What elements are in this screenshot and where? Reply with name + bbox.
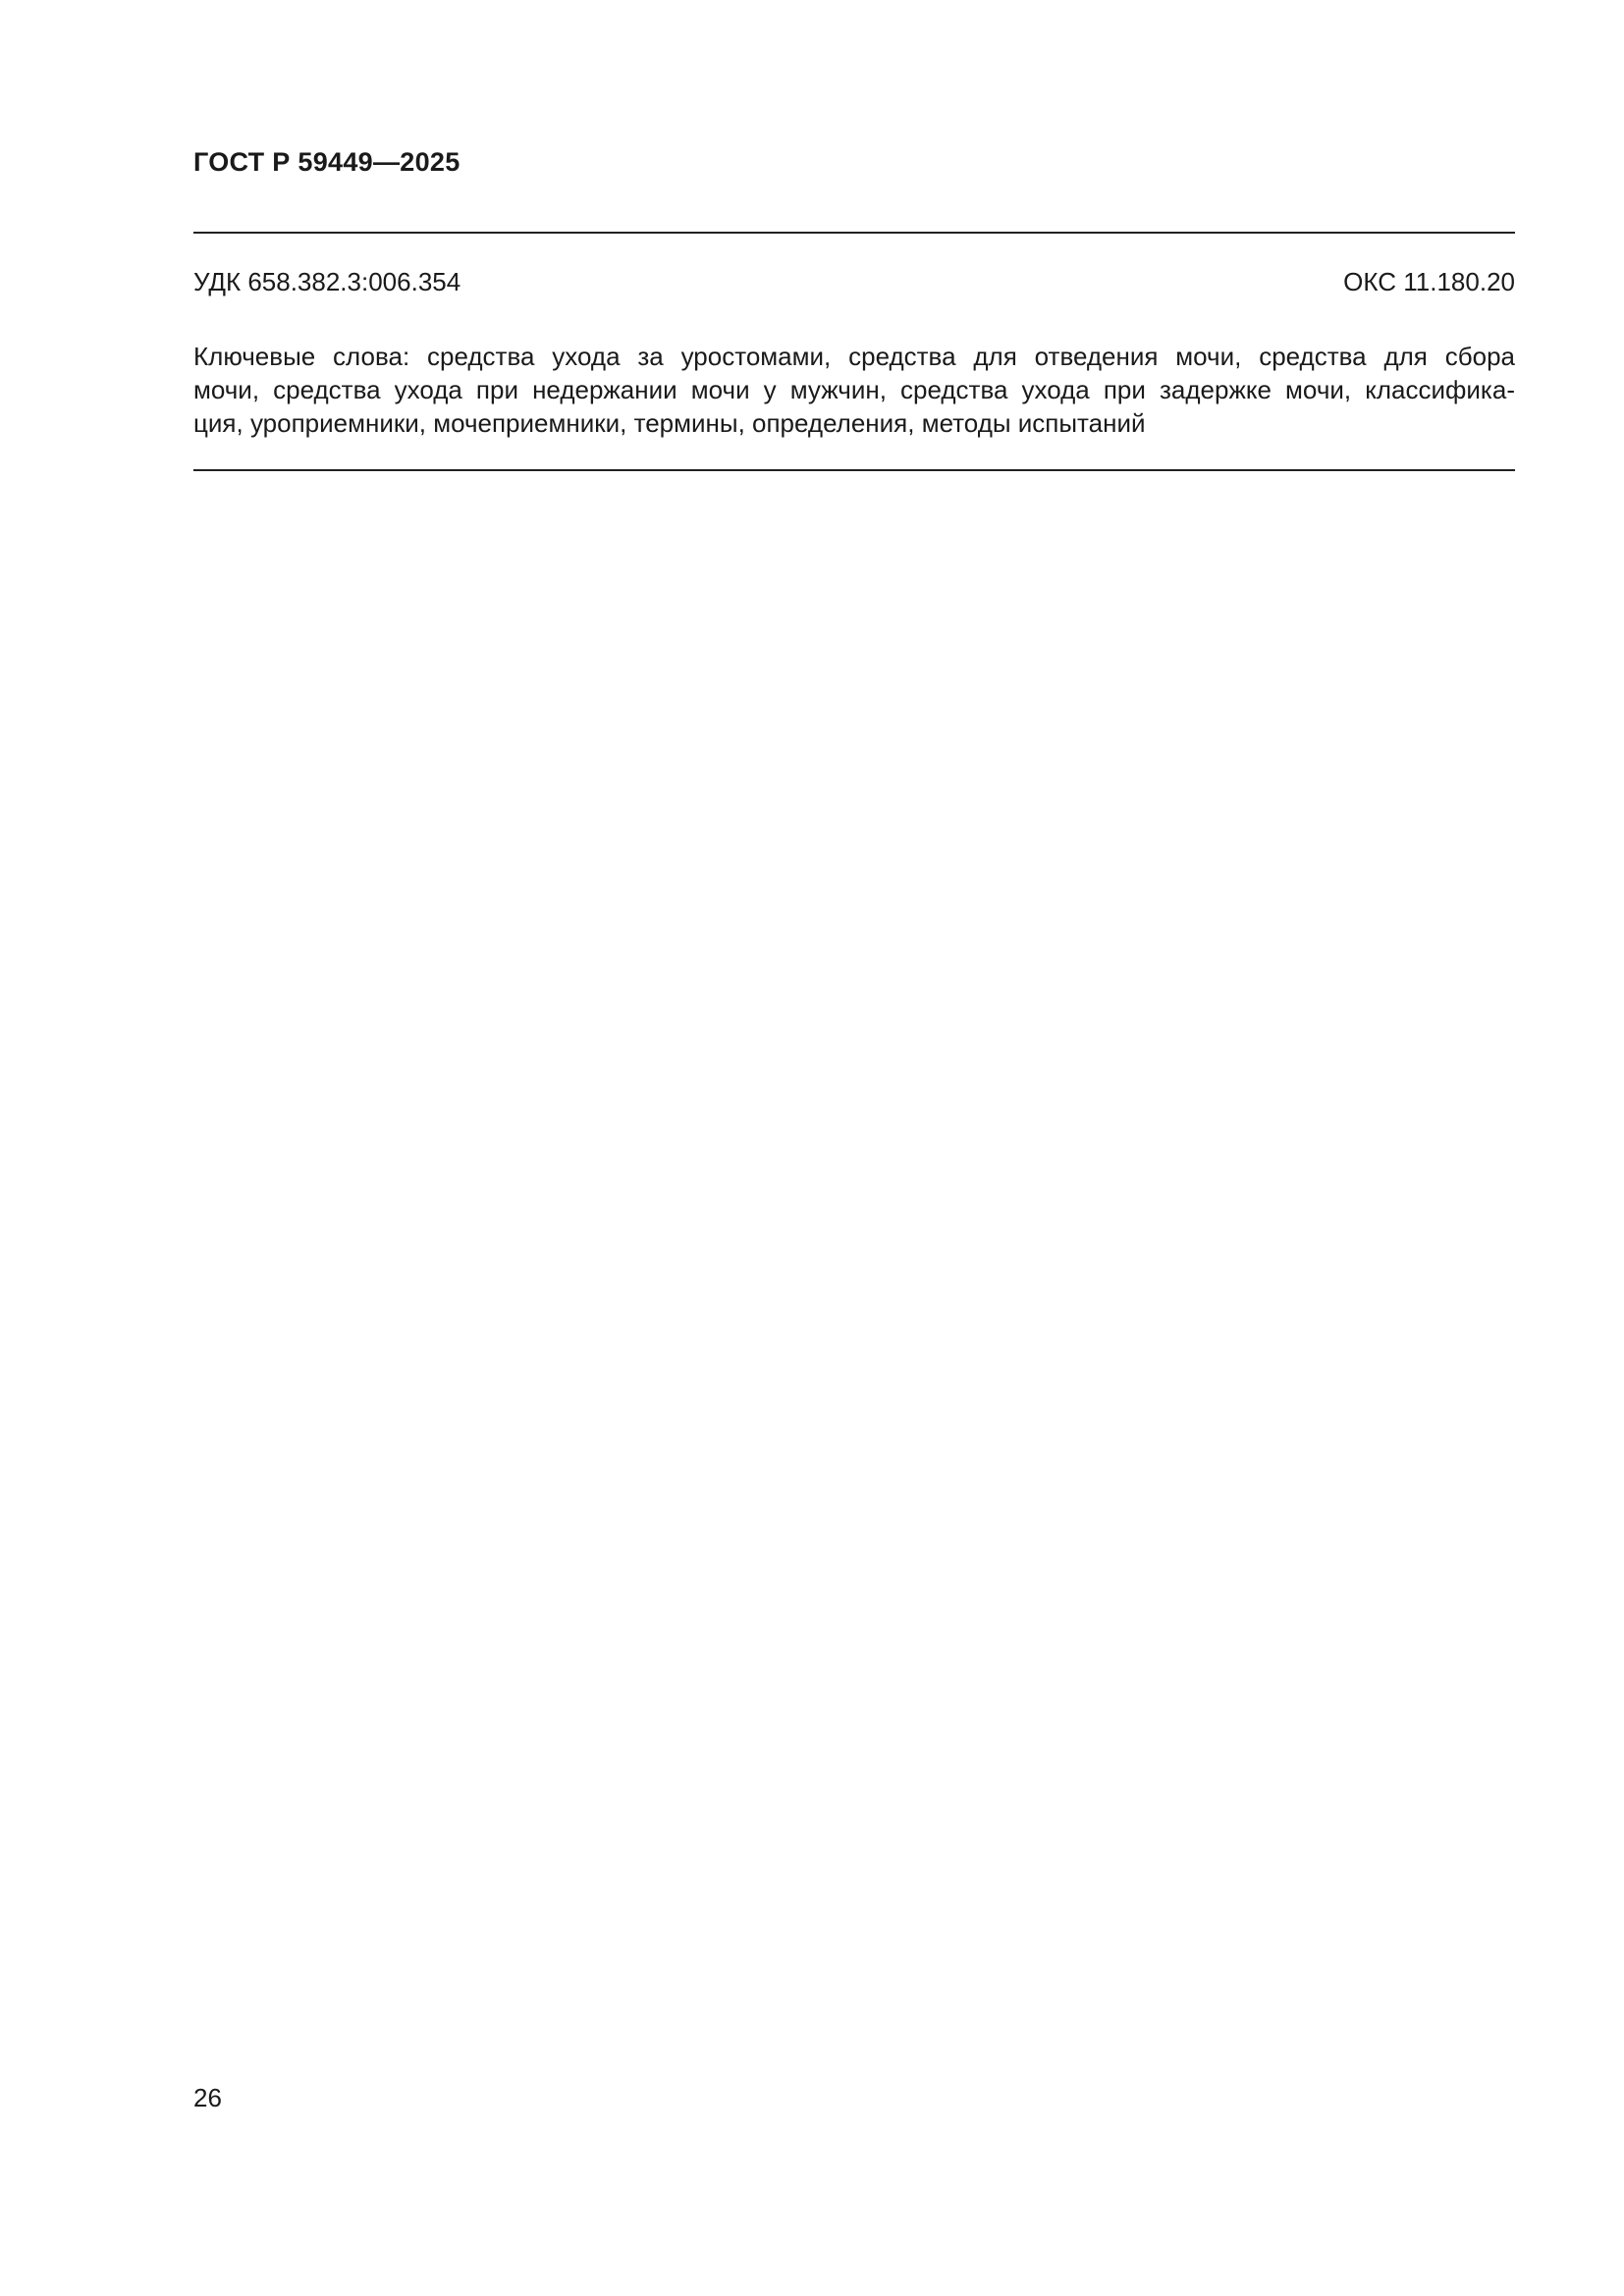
page-number: 26 <box>193 2083 222 2112</box>
oks-code: ОКС 11.180.20 <box>1343 267 1515 296</box>
keywords-paragraph <box>193 340 1515 440</box>
bottom-divider <box>193 469 1515 471</box>
document-code: ГОСТ Р 59449—2025 <box>193 147 460 177</box>
udk-code: УДК 658.382.3:006.354 <box>193 267 461 296</box>
keywords-line: ция, уроприемники, мочеприемники, термины, определения, методы испытаний <box>193 408 1146 438</box>
classification-row <box>193 267 1515 297</box>
keywords-line: мочи, средства ухода при недержании мочи у мужчин, средства ухода при задержке мочи, классифика- <box>193 375 1515 404</box>
keywords-line: Ключевые слова: средства ухода за уростомами, средства для отведения мочи, средства для сбора <box>193 342 1515 371</box>
top-divider <box>193 232 1515 234</box>
